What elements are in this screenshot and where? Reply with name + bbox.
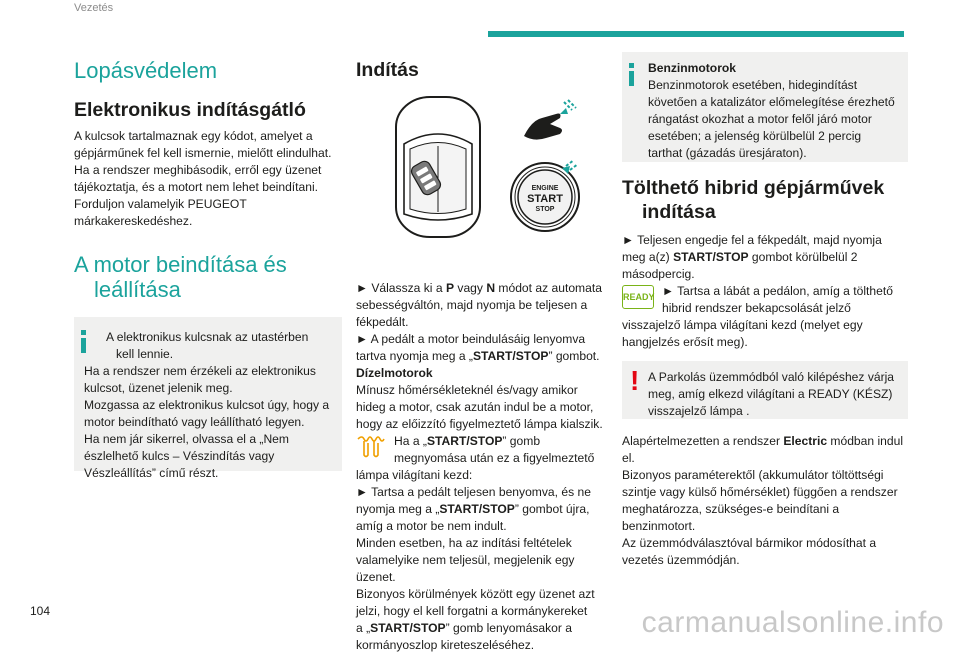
step-select-mode: ► Válassza ki a P vagy N módot az automata sebességváltón, majd nyomja be teljesen a fékpedált. xyxy=(356,281,602,329)
hand-press-icon xyxy=(520,98,580,142)
ready-icon: READY xyxy=(622,285,654,309)
svg-text:START: START xyxy=(527,193,563,205)
engine-start-stop-button-icon xyxy=(508,160,582,234)
note-line: Ha a rendszer nem érzékeli az elektronikus kulcsot, üzenet jelenik meg. xyxy=(84,364,316,395)
mode-selector-paragraph: Az üzemmódválasztóval bármikor módosíthat a vezetés üzemmódján. xyxy=(622,536,877,567)
note-box-key xyxy=(74,317,342,480)
car-top-view-icon xyxy=(388,94,488,240)
svg-text:STOP: STOP xyxy=(535,206,555,213)
default-electric: Alapértelmezetten a rendszer Electric módban indul el. xyxy=(622,434,904,465)
start-illustration xyxy=(356,94,604,244)
title-lopasvedelem: Lopásvédelem xyxy=(74,58,218,83)
page-number: 104 xyxy=(30,604,51,618)
title-inditas: Indítás xyxy=(356,59,419,81)
title-line-2: leállítása xyxy=(94,277,181,302)
subtitle-indításgátló: Elektronikus indításgátló xyxy=(74,99,306,121)
watermark: carmanualsonline.info xyxy=(641,606,944,639)
petrol-text: Benzinmotorok esetében, hidegindítást követően a katalizátor előmelegítése érezhető rángatást okozhat a motor felől járó motor esetében; a jelenség körülbelül 2 percig tarthat (gázadás üresjáraton). xyxy=(648,78,895,160)
steering-paragraph-2: a „START/STOP” gomb lenyomásakor a kormányoszlop kireteszeléséhez. xyxy=(356,621,572,652)
note-line-first: A elektronikus kulcsnak az utastérben xyxy=(106,330,309,344)
step-keep-pressed: ► Tartsa a pedált teljesen benyomva, és ne nyomja meg a „START/STOP” gombot újra, amíg a motor be nem indult. xyxy=(356,485,591,533)
column-3 xyxy=(622,52,908,569)
steering-paragraph: Bizonyos körülmények között egy üzenet azt jelzi, hogy el kell forgatni a kormánykereket xyxy=(356,587,595,618)
note-line: Mozgassa az elektronikus kulcsot úgy, hogy a motor beindítható vagy leállítható legyen. xyxy=(84,398,330,429)
note-box-petrol xyxy=(622,52,908,162)
note-line: Ha nem jár sikerrel, olvassa el a „Nem észlelhető kulcs – Vészindítás vagy Vészleállítás” című részt. xyxy=(84,432,289,480)
conditions-paragraph: Minden esetben, ha az indítási feltételek valamelyike nem teljesül, megjelenik egy üzenet. xyxy=(356,536,575,584)
svg-text:ENGINE: ENGINE xyxy=(531,185,559,192)
note-line-first-2: kell lennie. xyxy=(116,347,174,361)
diesel-heading: Dízelmotorok xyxy=(356,366,433,380)
column-2 xyxy=(356,52,604,654)
title-hybrid-start xyxy=(622,176,908,224)
petrol-heading: Benzinmotorok xyxy=(648,61,737,75)
title-line-1: Tölthető hibrid gépjárművek xyxy=(622,177,885,199)
immobilizer-paragraph: A kulcsok tartalmaznak egy kódot, amelyet a gépjárműnek fel kell ismernie, mielőtt elindulhat. Ha a rendszer meghibásodik, erről egy üzenet tájékoztatja, és a motort nem lehet beindítani. Forduljon valamelyik PEUGEOT márkakereskedéshez. xyxy=(74,129,332,228)
info-icon xyxy=(629,63,635,86)
hybrid-step-release: ► Teljesen engedje fel a fékpedált, majd nyomja meg a(z) START/STOP gombot körülbelül 2 másodpercig. xyxy=(622,233,882,281)
warning-text: A Parkolás üzemmódból való kilépéshez várja meg, amíg elkezd világítani a READY (KÉSZ) visszajelző lámpa . xyxy=(648,370,895,418)
section-color-bar xyxy=(488,31,904,37)
hybrid-step-keep: READY ► Tartsa a lábát a pedálon, amíg a tölthető hibrid rendszer bekapcsolását jelző visszajelző lámpa világítani kezd (melyet egy hangjelzés erősít meg). xyxy=(622,284,893,349)
title-motor-beinditasa xyxy=(74,252,342,302)
glow-plug-paragraph: Ha a „START/STOP” gomb megnyomása után ez a figyelmeztető lámpa világítani kezd: xyxy=(356,434,595,482)
warning-box-park xyxy=(622,361,908,419)
section-label: Vezetés xyxy=(74,2,114,14)
step-press-start: ► A pedált a motor beindulásáig lenyomva tartva nyomja meg a „START/STOP” gombot. xyxy=(356,332,600,363)
title-line-1: A motor beindítása és xyxy=(74,252,287,277)
warning-icon: ! xyxy=(630,365,640,396)
title-line-2: indítása xyxy=(642,201,716,223)
parameters-paragraph: Bizonyos paraméterektől (akkumulátor töltöttségi szintje vagy külső hőmérséklet) függően a rendszer meghatározza, szükséges-e beindítani a benzinmotort. xyxy=(622,468,898,533)
glow-plug-icon xyxy=(356,435,386,459)
diesel-text: Mínusz hőmérsékleteknél és/vagy amikor hideg a motor, csak azután indul be a motor, hogy az előizzító figyelmeztető lámpa kialszik. xyxy=(356,383,603,431)
column-1 xyxy=(74,52,342,480)
info-icon xyxy=(81,330,87,353)
